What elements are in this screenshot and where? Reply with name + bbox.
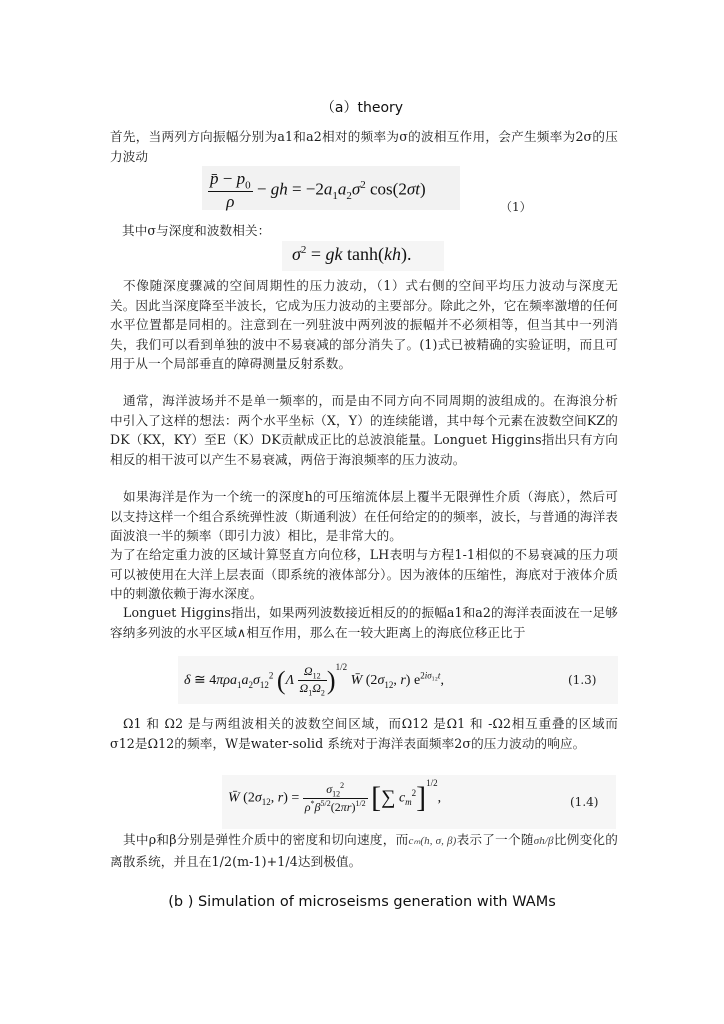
paragraph-text [110, 830, 618, 871]
equation-1-4 [222, 775, 616, 829]
paragraph-pressure-fluctuation [110, 276, 618, 374]
paragraph-density-shear [110, 830, 618, 871]
paragraph-depth-relation [122, 221, 630, 241]
equation-1-number: （1） [500, 200, 532, 214]
inline-formula: cₘ(h, σ, β) [408, 835, 457, 847]
paragraph-text: 首先，当两列方向振幅分别为a1和a2相对的频率为σ的波相互作用，会产生频率为2σ的压力波动 [110, 129, 618, 164]
paragraph-text: 不像随深度骤减的空间周期性的压力波动，（1）式右侧的空间平均压力波动与深度无关。因此当深度降至半波长，它成为压力波动的主要部分。除此之外，它在频率激增的任何水平位置都是同相的。注意到在一列驻波中两列波的振幅并不必须相等，但当其中一列消失，我们可以看到单独的波中不易衰减的部分消失了。(1)式已被精确的实验证明，而且可用于从一个局部垂直的障碍测量反射系数。 [110, 278, 618, 371]
equation-dispersion [282, 241, 444, 271]
equation-dispersion-formula: $\sigma^2$ = gk tanh(kh). [292, 244, 412, 264]
equation-1 [202, 166, 460, 210]
paragraph-text-part: 比例变化的离散系统，并且在1/2(m-1)+1/4达到极值。 [110, 832, 618, 869]
equation-1-3-number: (1.3) [568, 673, 597, 687]
paragraph-text: 其中σ与深度和波数相关： [122, 223, 271, 238]
equation-1-3-formula: δ ≅ $4\pi\rho a_1a_2\sigma_{12}^2$ (Λ $\frac{\Omega_{12}}{\Omega_1\Omega_2}$ )$^{1/2}$ W̄ ($2\sigma_{12}$, r) $e^{2i\sigma_{12}t}$, [184, 662, 444, 698]
section-b-heading: (b ) Simulation of microseisms generation with WAMs [168, 894, 556, 910]
paragraph-text: Ω1 和 Ω2 是与两组波相关的波数空间区域，而Ω12 是Ω1 和 -Ω2相互重叠的区域而σ12是Ω12的频率，W是water-solid 系统对于海洋表面频率2σ的压力波动的响应。 [110, 716, 618, 751]
section-a-heading: （a）theory [320, 100, 404, 116]
equation-1-formula: $\frac{p̄ - p_0}{\rho}$ − gh = $-2a_1a_2\sigma^2$ cos(2σt) [210, 169, 426, 212]
paragraph-text-part: 其中ρ和β分别是弹性介质中的密度和切向速度，而 [123, 832, 409, 847]
paragraph-wavenumber-regions [110, 714, 618, 753]
paragraph-text: 为了在给定重力波的区域计算竖直方向位移，LH表明与方程1-1相似的不易衰减的压力项可以被使用在大洋上层表面（即系统的液体部分）。因为液体的压缩性，海底对于液体介质中的刺激依赖于海水深度。 [110, 547, 618, 601]
equation-1-4-formula: W̄ ($2\sigma_{12}$, r) = $\frac{\sigma_{12}^2}{\rho^*\beta^{5/2}(2\pi r)^{1/2}}$ [∑ $c_m^2]^{1/2}$, [228, 777, 442, 815]
paragraph-wave-spectrum [110, 391, 618, 469]
paragraph-intro [110, 127, 618, 166]
paragraph-text: Longuet Higgins指出，如果两列波数接近相反的的振幅a1和a2的海洋表面波在一足够容纳多列波的水平区域∧相互作用，那么在一较大距离上的海底位移正比于 [110, 605, 618, 640]
equation-1-3 [178, 656, 618, 704]
paragraph-text: 通常，海洋波场并不是单一频率的，而是由不同方向不同周期的波组成的。在海浪分析中引入了这样的想法：两个水平坐标（X，Y）的连续能谱，其中每个元素在波数空间KZ的DK（KX，KY）至E（K）DK贡献成正比的总波浪能量。Longuet Higgins指出只有方向相反的相干波可以产生不易衰减，两倍于海浪频率的压力波动。 [110, 393, 618, 467]
paragraph-text: 如果海洋是作为一个统一的深度h的可压缩流体层上覆半无限弹性介质（海底），然后可以支持这样一个组合系统弹性波（斯通利波）在任何给定的的频率，波长，与普通的海洋表面波浪一半的频率（即引力波）相比，是非常大的。 [110, 489, 618, 543]
equation-1-4-number: (1.4) [570, 795, 599, 809]
paragraph-elastic-medium [110, 487, 618, 546]
inline-formula: σh/β [533, 835, 554, 847]
paragraph-vertical-displacement [110, 545, 618, 604]
paragraph-longuet-higgins [110, 603, 618, 642]
paragraph-text-part: 表示了一个随 [456, 832, 534, 847]
